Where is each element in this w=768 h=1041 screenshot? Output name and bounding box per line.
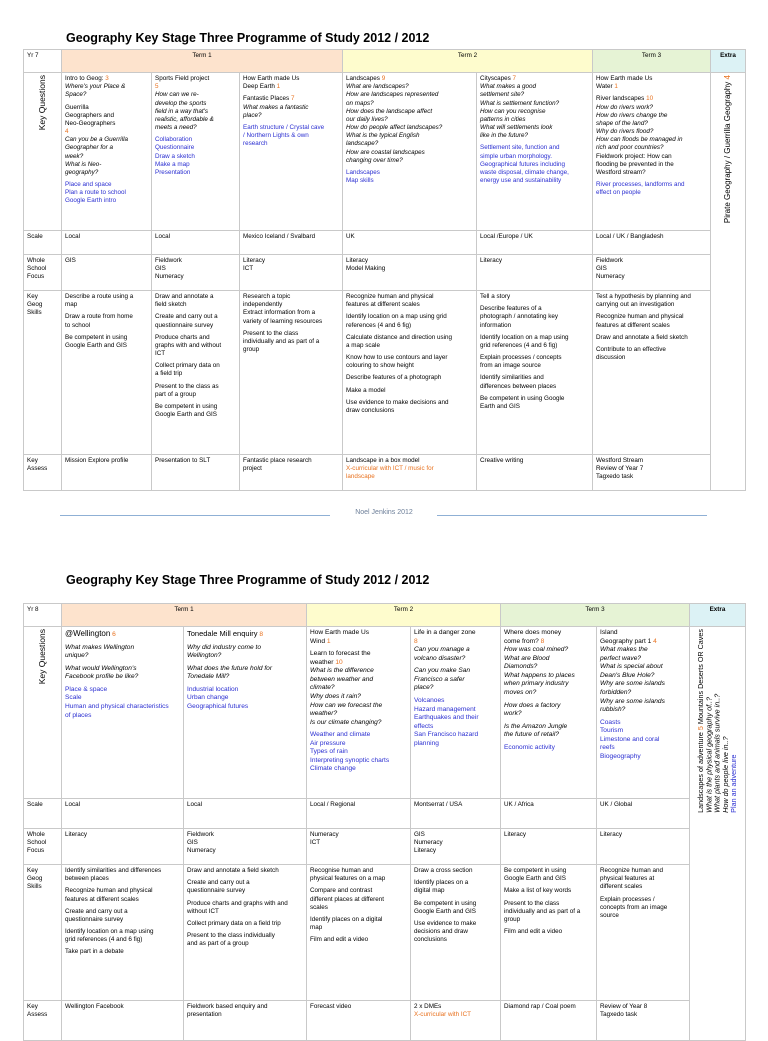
assess-cell: Fieldwork based enquiry and presentation: [184, 1001, 307, 1041]
scale-cell: Local: [62, 231, 152, 255]
term3-header: Term 3: [593, 50, 711, 73]
row-label-whole-school: Whole School Focus: [24, 829, 62, 865]
topic-cell: How Earth made Us Wind 1 Learn to forecast the weather 10 What is the difference between weather and climate? Why does it rain? How can we forecast the weather? Is our climate changing? Weather and climate Air pressure Types of rain Interpreting synoptic charts Climate change: [307, 627, 411, 799]
skills-cell: Describe a route using a map Draw a route from home to school Be competent in using Google Earth and GIS: [62, 291, 152, 455]
extra-header: Extra: [690, 604, 746, 627]
scale-cell: Mexico Iceland / Svalbard: [240, 231, 343, 255]
focus-cell: Literacy: [597, 829, 690, 865]
skills-cell: Draw and annotate a field sketch Create and carry out a questionnaire survey Produce charts and graphs with and without ICT Collect primary data on a field trip Present to the class as part of a group Be competent in using Google Earth and GIS: [152, 291, 240, 455]
assess-cell: Fantastic place research project: [240, 455, 343, 491]
year-label: Yr 8: [24, 604, 62, 627]
extra-activity: Plan an adventure: [728, 754, 738, 813]
assess-cell: Forecast video: [307, 1001, 411, 1041]
topic-cell: Where does money come from? 8 How was coal mined? What are Blood Diamonds? What happens to places when primary industry moves on? How does a factory work? Is the Amazon Jungle the future of retail? Economic activity: [501, 627, 597, 799]
scale-cell: Local /Europe / UK: [477, 231, 593, 255]
skills-cell: Tell a story Describe features of a photograph / annotating key information Identify location on a map using grid references (4 and 6 fig) Explain processes / concepts from an image source Identify similarities and differences between places Be competent in using Google Earth and GIS: [477, 291, 593, 455]
scale-cell: UK: [343, 231, 477, 255]
extra-topic: Landscapes of adventure: [695, 732, 705, 813]
assess-cell: Westford Stream Review of Year 7 Tagxedo task: [593, 455, 711, 491]
row-label-assess: Key Assess: [24, 455, 62, 491]
term2-header: Term 2: [307, 604, 501, 627]
focus-cell: Literacy: [477, 255, 593, 291]
assess-cell: Landscape in a box model X-curricular with ICT / music for landscape: [343, 455, 477, 491]
assess-cell: Wellington Facebook: [62, 1001, 184, 1041]
skills-cell: Draw a cross section Identify places on a digital map Be competent in using Google Earth and GIS Use evidence to make decisions and draw conclusions: [411, 865, 501, 1001]
focus-cell: Fieldwork GIS Numeracy: [152, 255, 240, 291]
topic-cell: Life in a danger zone 8 Can you manage a volcano disaster? Can you make San Francisco a safer place? Volcanoes Hazard management Earthquakes and their effects San Francisco hazard planning: [411, 627, 501, 799]
scale-cell: Local: [184, 799, 307, 829]
topic-cell: @Wellington 6 What makes Wellington unique? What would Wellington's Facebook profile be like? Place & space Scale Human and physical characteristics of places: [62, 627, 184, 799]
row-label-key-questions: Key Questions: [24, 627, 62, 799]
extra-column: Pirate Geography / Guerrilla Geography 4: [711, 73, 746, 491]
row-label-scale: Scale: [24, 799, 62, 829]
skills-cell: Be competent in using Google Earth and GIS Make a list of key words Present to the class individually and as part of a group Film and edit a video: [501, 865, 597, 1001]
topic-cell: How Earth made Us Deep Earth 1 Fantastic Places 7 What makes a fantastic place? Earth structure / Crystal cave / Northern Lights & own research: [240, 73, 343, 231]
extra-topic: Pirate Geography / Guerrilla Geography: [723, 81, 733, 224]
row-label-skills: Key Geog Skills: [24, 291, 62, 455]
topic-cell: Sports Field project 5 How can we re- develop the sports field in a way that's realistic, affordable & meets a need? Collaboration Questionnaire Draw a sketch Make a map Presentation: [152, 73, 240, 231]
skills-cell: Recognize human and physical features at different scales Explain processes / concepts from an image source: [597, 865, 690, 1001]
yr8-programme-table: [23, 603, 746, 1041]
skills-cell: Recognize human and physical features at different scales Identify location on a map using grid references (4 and 6 fig) Calculate distance and direction using a map scale Know how to use contours and layer colouring to show height Describe features of a photograph Make a model Use evidence to make decisions and draw conclusions: [343, 291, 477, 455]
extra-questions: What is the physical geography of..? What plants and animals survive in..? How do people live in..?: [704, 693, 730, 813]
topic-cell: Island Geography part 1 4 What makes the perfect wave? What is special about Dean's Blue Hole? Why are some islands forbidden? Why are some islands rubbish? Coasts Tourism Limestone and coral reefs Biogeography: [597, 627, 690, 799]
topic-cell: Cityscapes 7 What makes a good settlement site? What is settlement function? How can you recognise patterns in cities What will settlements look like in the future? Settlement site, function and simple urban morphology. Geographical futures including waste disposal, climate change, energy use and sustainability: [477, 73, 593, 231]
topic-cell: How Earth made Us Water 1 River landscapes 10 How do rivers work? How do rivers change the shape of the land? Why do rivers flood? How can floods be managed in rich and poor countries? Fieldwork project: How can flooding be prevented in the Westford stream? River processes, landforms and effect on people: [593, 73, 711, 231]
scale-cell: Local: [62, 799, 184, 829]
focus-cell: GIS Numeracy Literacy: [411, 829, 501, 865]
focus-cell: Literacy: [501, 829, 597, 865]
row-label-whole-school: Whole School Focus: [24, 255, 62, 291]
scale-cell: Local / Regional: [307, 799, 411, 829]
assess-cell: Creative writing: [477, 455, 593, 491]
page-title-yr8: Geography Key Stage Three Programme of Study 2012 / 2012: [66, 573, 430, 587]
assess-cell: 2 x DMEs X-curricular with ICT: [411, 1001, 501, 1041]
footer-credit: Noel Jenkins 2012: [355, 509, 413, 516]
scale-cell: Local: [152, 231, 240, 255]
focus-cell: Literacy: [62, 829, 184, 865]
assess-cell: Diamond rap / Coal poem: [501, 1001, 597, 1041]
term3-header: Term 3: [501, 604, 690, 627]
scale-cell: Montserrat / USA: [411, 799, 501, 829]
assess-cell: Review of Year 8 Tagxedo task: [597, 1001, 690, 1041]
extra-column: Landscapes of adventure 5 Mountains Deserts OR Caves What is the physical geography of..? What plants and animals survive in..? How do people live in..? Plan an adventure: [690, 627, 746, 1041]
topic-cell: Intro to Geog: 3 Where's your Place & Space? Guerrilla Geographers and Neo-Geographers 4 Can you be a Guerrilla Geographer for a week? What is Neo- geography? Place and space Plan a route to school Google Earth intro: [62, 73, 152, 231]
skills-cell: Draw and annotate a field sketch Create and carry out a questionnaire survey Produce charts and graphs with and without ICT Collect primary data on a field trip Present to the class individually and as part of a group: [184, 865, 307, 1001]
scale-cell: Local / UK / Bangladesh: [593, 231, 711, 255]
focus-cell: Literacy ICT: [240, 255, 343, 291]
row-label-scale: Scale: [24, 231, 62, 255]
skills-cell: Identify similarities and differences between places Recognize human and physical features at different scales Create and carry out a questionnaire survey Identify location on a map using grid references (4 and 6 fig) Take part in a debate: [62, 865, 184, 1001]
focus-cell: Fieldwork GIS Numeracy: [593, 255, 711, 291]
assess-cell: Presentation to SLT: [152, 455, 240, 491]
skills-cell: Recognise human and physical features on a map Compare and contrast different places at different scales Identify places on a digital map Film and edit a video: [307, 865, 411, 1001]
skills-cell: Test a hypothesis by planning and carrying out an investigation Recognize human and physical features at different scales Draw and annotate a field sketch Contribute to an effective discussion: [593, 291, 711, 455]
page-title-yr7: Geography Key Stage Three Programme of Study 2012 / 2012: [66, 31, 430, 45]
extra-header: Extra: [711, 50, 746, 73]
year-label: Yr 7: [24, 50, 62, 73]
focus-cell: GIS: [62, 255, 152, 291]
focus-cell: Numeracy ICT: [307, 829, 411, 865]
footer-rule-right: [437, 515, 707, 516]
term1-header: Term 1: [62, 604, 307, 627]
focus-cell: Literacy Model Making: [343, 255, 477, 291]
scale-cell: UK / Africa: [501, 799, 597, 829]
assess-cell: Mission Explore profile: [62, 455, 152, 491]
scale-cell: UK / Global: [597, 799, 690, 829]
yr7-programme-table: [23, 49, 746, 491]
term1-header: Term 1: [62, 50, 343, 73]
term2-header: Term 2: [343, 50, 593, 73]
row-label-key-questions: Key Questions: [24, 73, 62, 231]
row-label-skills: Key Geog Skills: [24, 865, 62, 1001]
focus-cell: Fieldwork GIS Numeracy: [184, 829, 307, 865]
topic-cell: Tonedale Mill enquiry 8 Why did industry come to Wellington? What does the future hold for Tonedale Mill? Industrial location Urban change Geographical futures: [184, 627, 307, 799]
skills-cell: Research a topic independently Extract information from a variety of learning resources Present to the class individually and as part of a group: [240, 291, 343, 455]
row-label-assess: Key Assess: [24, 1001, 62, 1041]
topic-cell: Landscapes 9 What are landscapes? How are landscapes represented on maps? How does the landscape affect our daily lives? How do people affect landscapes? What is the typical English landscape? How are coastal landscapes changing over time? Landscapes Map skills: [343, 73, 477, 231]
